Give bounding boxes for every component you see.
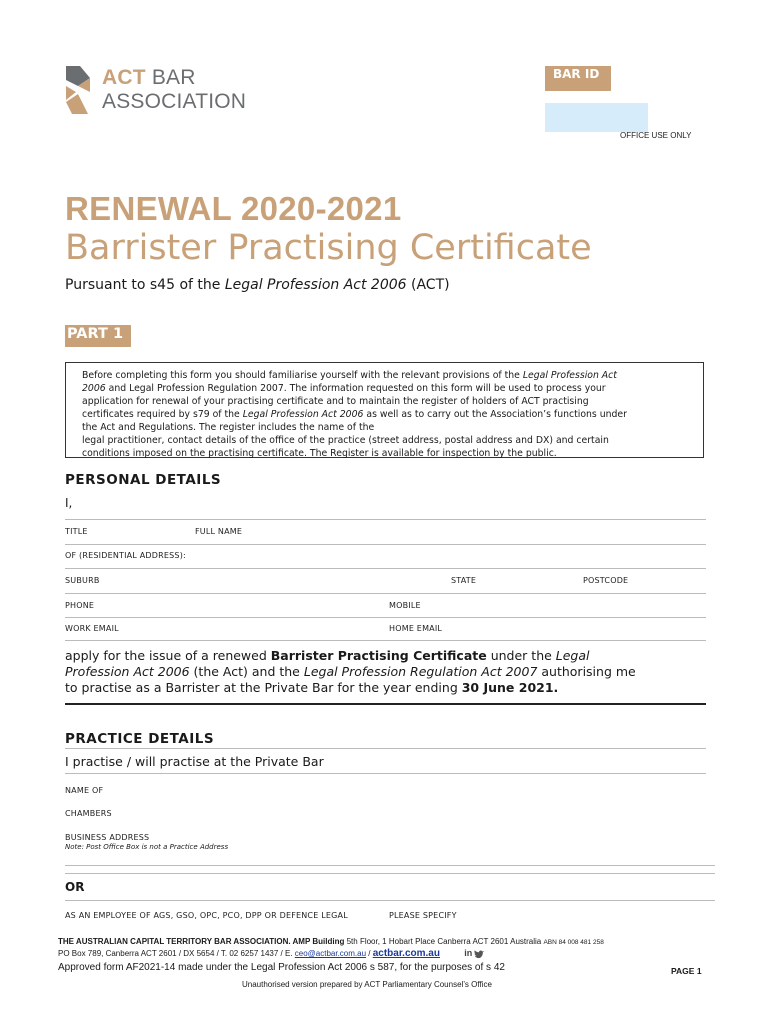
apply-c1: to practise as a Barrister at the Private Bar for the year ending [65,680,462,695]
footer-address: 5th Floor, 1 Hobart Place Canberra ACT 2601 Australia [344,937,544,946]
logo-association: ASSOCIATION [102,90,247,113]
part1-label: PART 1 [65,325,131,347]
state-label: STATE [451,576,477,585]
divider [65,873,715,874]
footer-website-link[interactable]: actbar.com.au [372,948,440,959]
renewal-title: RENEWAL 2020-2021 [65,190,402,227]
practice-details-heading: PRACTICE DETAILS [65,731,215,747]
logo-act: ACT [102,66,146,89]
twitter-icon[interactable] [474,950,484,958]
full-name-label: FULL NAME [195,527,243,536]
footer-organisation [58,937,604,946]
footer-email-link[interactable]: ceo@actbar.com.au [294,949,367,958]
footer-sep: / [366,949,373,958]
postcode-field[interactable] [636,572,705,590]
divider [65,900,715,901]
divider [65,568,706,569]
name-of-label: NAME OF [65,786,104,795]
notice-l2a: 2006 [82,383,106,394]
divider [65,773,706,774]
divider [65,544,706,545]
apply-b4: authorising me [537,664,636,679]
logo-mark-icon [64,66,94,116]
or-label: OR [65,880,85,894]
apply-b3: Legal Profession Regulation Act 2007 [303,664,538,679]
state-field[interactable] [485,572,579,590]
full-name-field[interactable] [250,523,704,541]
apply-a3: under the [486,648,556,663]
business-address-field[interactable] [165,829,704,847]
home-email-label: HOME EMAIL [389,624,443,633]
postcode-label: POSTCODE [583,576,629,585]
please-specify-field[interactable] [465,907,709,925]
office-use-label: OFFICE USE ONLY [620,131,692,140]
apply-statement [65,648,705,696]
title-field[interactable] [100,523,194,541]
footer-contact [58,948,484,959]
notice-l4a: certificates required by s79 of the [82,409,243,420]
suburb-field[interactable] [110,572,444,590]
notice-l2b: and Legal Profession Regulation 2007. The information requested on this form will be used to process your [105,383,606,394]
residential-address-field[interactable] [195,547,704,565]
pursuant-suffix: (ACT) [406,277,450,293]
logo [64,66,94,116]
logo-text [102,66,246,114]
notice-l1b: Legal Profession Act [522,370,617,381]
bar-id-label: BAR ID [545,66,611,91]
footer-po-box: PO Box 789, Canberra ACT 2601 / DX 5654 / T. 02 6257 1437 / E. [58,949,295,958]
po-box-note: Note: Post Office Box is not a Practice Address [65,843,229,851]
footer-org-bold: THE AUSTRALIAN CAPITAL TERRITORY BAR ASSOCIATION. AMP Building [58,937,345,946]
chambers-label: CHAMBERS [65,809,112,818]
apply-b2: (the Act) and the [189,664,304,679]
pursuant-text [65,277,450,293]
divider [65,593,706,594]
phone-field[interactable] [105,597,384,615]
work-email-field[interactable] [130,620,384,638]
page-number: PAGE 1 [671,966,702,976]
bar-id-field[interactable] [545,103,648,132]
notice-l4c: as well as to carry out the Association’s functions under [363,409,627,420]
home-email-field[interactable] [450,620,704,638]
pursuant-act: Legal Profession Act 2006 [224,277,407,293]
title-label: TITLE [65,527,88,536]
personal-details-heading: PERSONAL DETAILS [65,472,222,488]
mobile-label: MOBILE [389,601,421,610]
divider [65,640,706,641]
unauthorised-version-text: Unauthorised version prepared by ACT Parliamentary Counsel’s Office [242,980,492,989]
section-divider [65,703,706,705]
chambers-field[interactable] [125,805,704,823]
divider [65,617,706,618]
apply-a1: apply for the issue of a renewed [65,648,271,663]
employee-label: AS AN EMPLOYEE OF AGS, GSO, OPC, PCO, DPP OR DEFENCE LEGAL [65,911,348,920]
apply-a4: Legal [555,648,590,663]
mobile-field[interactable] [430,597,704,615]
notice-l3: application for renewal of your practising certificate and to maintain the register of holders of ACT practising [82,396,589,407]
approved-form-text: Approved form AF2021-14 made under the Legal Profession Act 2006 s 587, for the purposes of s 42 [58,962,505,973]
certificate-title: Barrister Practising Certificate [65,228,592,268]
apply-b1: Profession Act 2006 [65,664,190,679]
residential-address-label: OF (RESIDENTIAL ADDRESS): [65,551,186,560]
logo-bar: BAR [151,66,196,89]
divider [65,865,715,866]
linkedin-icon[interactable]: in [464,948,473,958]
notice-l7: conditions imposed on the practising certificate. The Register is available for inspection by the public. [82,448,557,459]
please-specify-label: PLEASE SPECIFY [389,911,457,920]
notice-l1a: Before completing this form you should familiarise yourself with the relevant provisions of the [82,370,523,381]
suburb-label: SUBURB [65,576,100,585]
business-address-label: BUSINESS ADDRESS [65,833,150,842]
work-email-label: WORK EMAIL [65,624,119,633]
notice-l6: legal practitioner, contact details of the office of the practice (street address, postal address and DX) and certain [82,435,609,446]
name-of-field[interactable] [115,782,704,800]
divider [65,519,706,520]
i-label: I, [65,496,73,510]
apply-a2: Barrister Practising Certificate [270,648,487,663]
pursuant-prefix: Pursuant to s45 of the [65,277,225,293]
privacy-notice [65,362,704,458]
notice-l5: the Act and Regulations. The register includes the name of the [82,422,375,433]
practice-intro: I practise / will practise at the Private Bar [65,754,324,769]
apply-c2: 30 June 2021. [461,680,559,695]
divider [65,748,706,749]
notice-l4b: Legal Profession Act 2006 [242,409,364,420]
phone-label: PHONE [65,601,95,610]
footer-abn: ABN 84 008 481 258 [543,939,604,946]
